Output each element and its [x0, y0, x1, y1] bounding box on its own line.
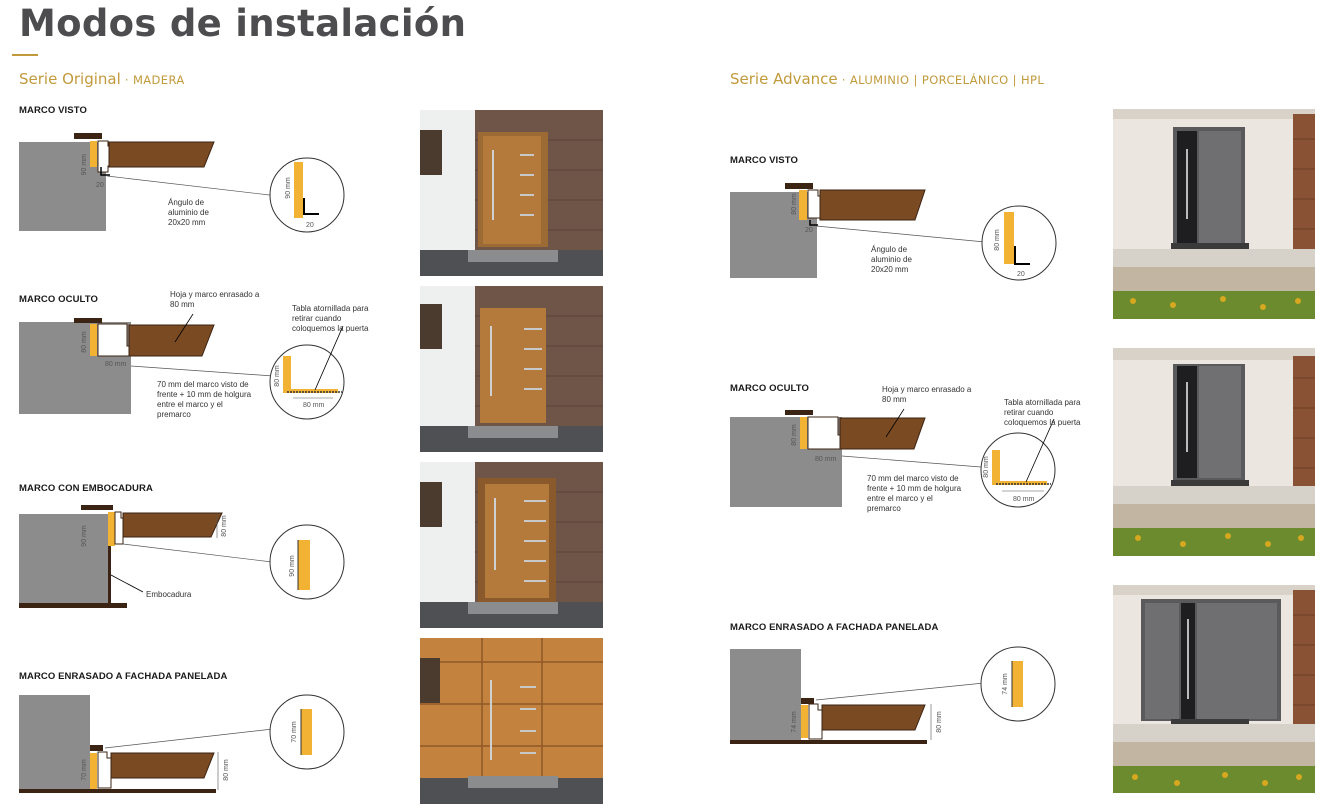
detail-note: 70 mm del marco visto de frente + 10 mm de holgura entre el marco y el premarco — [157, 380, 252, 419]
series-separator: · — [120, 73, 133, 87]
diagram-advance-marco-enrasado — [726, 642, 1066, 752]
series-material: MADERA — [132, 73, 185, 87]
detail-note: Ángulo de aluminio de 20x20 mm — [168, 198, 209, 227]
dim-vertical: 74 mm — [791, 711, 798, 733]
dim-vertical: 80 mm — [791, 424, 798, 446]
series-name: Serie Advance — [730, 70, 838, 88]
dim-side: 80 mm — [223, 759, 230, 781]
section-label: MARCO OCULTO — [19, 294, 98, 305]
detail-note: Ángulo de aluminio de 20x20 mm — [871, 245, 912, 274]
right-note: Tabla atornillada para retirar cuando coloquemos la puerta — [292, 304, 369, 333]
zoom-dim-vertical: 70 mm — [291, 721, 298, 743]
zoom-dim-vertical: 74 mm — [1002, 673, 1009, 695]
dim-horizontal: 20 — [805, 227, 813, 234]
series-heading-advance — [730, 70, 1044, 88]
series-material: ALUMINIO | PORCELÁNICO | HPL — [849, 73, 1045, 87]
title-underline — [12, 54, 38, 56]
zoom-dim-vertical: 90 mm — [289, 555, 296, 577]
dim-vertical: 80 mm — [81, 331, 88, 353]
diagram-marco-enrasado — [15, 690, 355, 800]
zoom-dim-horizontal: 20 — [306, 222, 314, 229]
right-note: Tabla atornillada para retirar cuando coloquemos la puerta — [1004, 398, 1081, 427]
section-label: MARCO CON EMBOCADURA — [19, 483, 153, 494]
dim-vertical: 90 mm — [81, 525, 88, 547]
zoom-dim-horizontal: 80 mm — [303, 402, 325, 409]
dim-horizontal: 80 mm — [105, 361, 127, 368]
dim-vertical: 80 mm — [791, 193, 798, 215]
dim-side: 80 mm — [936, 711, 943, 733]
section-label: MARCO OCULTO — [730, 383, 809, 394]
dim-side: 80 mm — [221, 515, 228, 537]
section-label: MARCO ENRASADO A FACHADA PANELADA — [19, 671, 228, 682]
zoom-dim-vertical: 80 mm — [274, 365, 281, 387]
door-photo-marco-embocadura — [420, 462, 603, 628]
section-label: MARCO ENRASADO A FACHADA PANELADA — [730, 622, 939, 633]
door-photo-marco-visto — [420, 110, 603, 276]
zoom-dim-vertical: 90 mm — [285, 177, 292, 199]
top-note: Hoja y marco enrasado a 80 mm — [170, 290, 260, 309]
dim-vertical: 90 mm — [81, 154, 88, 176]
door-photo-marco-oculto — [420, 286, 603, 452]
series-name: Serie Original — [19, 70, 121, 88]
section-label: MARCO VISTO — [19, 105, 87, 116]
door-photo-advance-2 — [1113, 348, 1315, 556]
top-note: Hoja y marco enrasado a 80 mm — [882, 385, 972, 404]
door-photo-advance-1 — [1113, 109, 1315, 319]
page-title: Modos de instalación — [19, 2, 467, 45]
door-photo-advance-3 — [1113, 585, 1315, 793]
embocadura-note: Embocadura — [146, 590, 192, 599]
zoom-dim-vertical: 80 mm — [994, 229, 1001, 251]
zoom-dim-horizontal: 80 mm — [1013, 496, 1035, 503]
section-label: MARCO VISTO — [730, 155, 798, 166]
series-heading-original — [19, 70, 185, 88]
door-photo-marco-enrasado — [420, 638, 603, 804]
dim-horizontal: 20 — [96, 182, 104, 189]
dim-vertical: 70 mm — [81, 759, 88, 781]
zoom-dim-horizontal: 20 — [1017, 271, 1025, 278]
dim-horizontal: 80 mm — [815, 456, 837, 463]
series-separator: · — [837, 73, 850, 87]
zoom-dim-vertical: 80 mm — [983, 456, 990, 478]
detail-note: 70 mm del marco visto de frente + 10 mm de holgura entre el marco y el premarco — [867, 474, 962, 513]
